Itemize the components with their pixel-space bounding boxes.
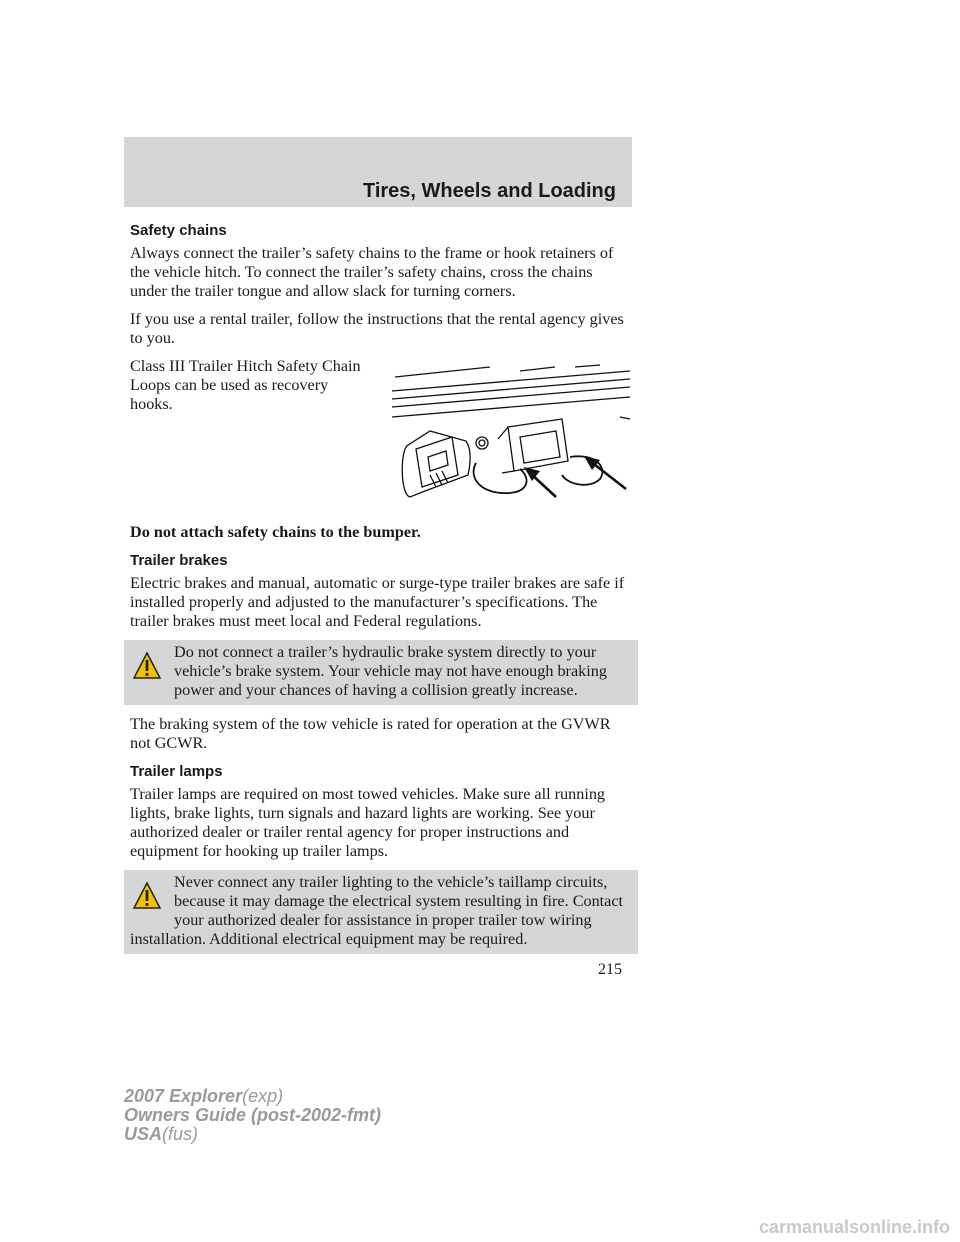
- footer-line-3: [124, 1125, 381, 1144]
- trailer-lamps-paragraph-1: Trailer lamps are required on most towed vehicles. Make sure all running lights, brake lights, turn signals and hazard lights are working. See your authorized dealer or trailer rental agency for proper instructions and equipment for hooking up trailer lamps.: [130, 785, 606, 860]
- warning-box-lamps: [124, 870, 638, 954]
- footer-line-1: [124, 1087, 381, 1106]
- safety-chains-paragraph-3: Class III Trailer Hitch Safety Chain Loops can be used as recovery hooks.: [130, 357, 361, 413]
- warning-text-brakes: Do not connect a trailer’s hydraulic brake system directly to your vehicle’s brake system. Your vehicle may not have enough braking power and your chances of having a collision greatly increase.: [174, 643, 607, 699]
- page-number: 215: [598, 961, 622, 978]
- receiver-tube: [508, 419, 568, 471]
- connector-housing: [402, 431, 470, 497]
- bumper-line: [392, 379, 630, 399]
- safety-chains-paragraph-1: Always connect the trailer’s safety chains to the frame or hook retainers of the vehicle hitch. To connect the trailer’s safety chains, cross the chains under the trailer tongue and allow slack for turning corners.: [130, 244, 614, 300]
- connector-pins: [430, 471, 448, 487]
- connector-knob: [479, 440, 485, 446]
- page-content: [130, 221, 632, 964]
- footer-market: USA: [124, 1124, 163, 1144]
- chapter-header: [124, 137, 632, 207]
- trailer-brakes-paragraph-1: Electric brakes and manual, automatic or surge-type trailer brakes are safe if installed properly and adjusted to the manufacturer’s specifications. The trailer brakes must meet local and Federal regulations.: [130, 574, 625, 630]
- trailer-hitch-illustration: [380, 357, 632, 507]
- footer-market-code: (fus): [162, 1124, 199, 1144]
- warning-box-brakes: [124, 640, 638, 705]
- receiver-opening: [520, 431, 560, 463]
- warning-triangle-icon: [132, 651, 162, 681]
- bumper-line: [620, 417, 630, 419]
- bumper-warning-note: Do not attach safety chains to the bumper.: [130, 523, 421, 541]
- connector-pins: [428, 451, 448, 471]
- bumper-line: [392, 397, 630, 417]
- connector-face: [416, 437, 458, 487]
- document-footer: [124, 1087, 381, 1144]
- bumper-line: [392, 387, 630, 407]
- chapter-title: Tires, Wheels and Loading: [362, 180, 616, 202]
- connector-knob: [476, 437, 488, 449]
- heading-safety-chains: Safety chains: [130, 222, 227, 239]
- safety-chains-paragraph-2: If you use a rental trailer, follow the instructions that the rental agency gives to you.: [130, 310, 624, 347]
- footer-model: 2007 Explorer: [124, 1086, 243, 1106]
- bumper-line: [395, 365, 600, 377]
- trailer-brakes-paragraph-2: The braking system of the tow vehicle is rated for operation at the GVWR not GCWR.: [130, 715, 611, 752]
- warning-text-lamps: Never connect any trailer lighting to the vehicle’s taillamp circuits, because it may damage the electrical system resulting in fire. Contact your authorized dealer for assistance in proper trailer tow wiring installation. Additional electrical equipment may be required.: [130, 873, 624, 948]
- warning-triangle-icon: [132, 881, 162, 911]
- site-watermark: carmanualsonline.info: [758, 1217, 950, 1237]
- chain-loop-left: [474, 463, 527, 493]
- heading-trailer-lamps: Trailer lamps: [130, 763, 223, 780]
- footer-guide: Owners Guide (post-2002-fmt): [124, 1105, 382, 1125]
- footer-model-code: (exp): [242, 1086, 284, 1106]
- hitch-figure-row: [130, 357, 632, 507]
- heading-trailer-brakes: Trailer brakes: [130, 552, 228, 569]
